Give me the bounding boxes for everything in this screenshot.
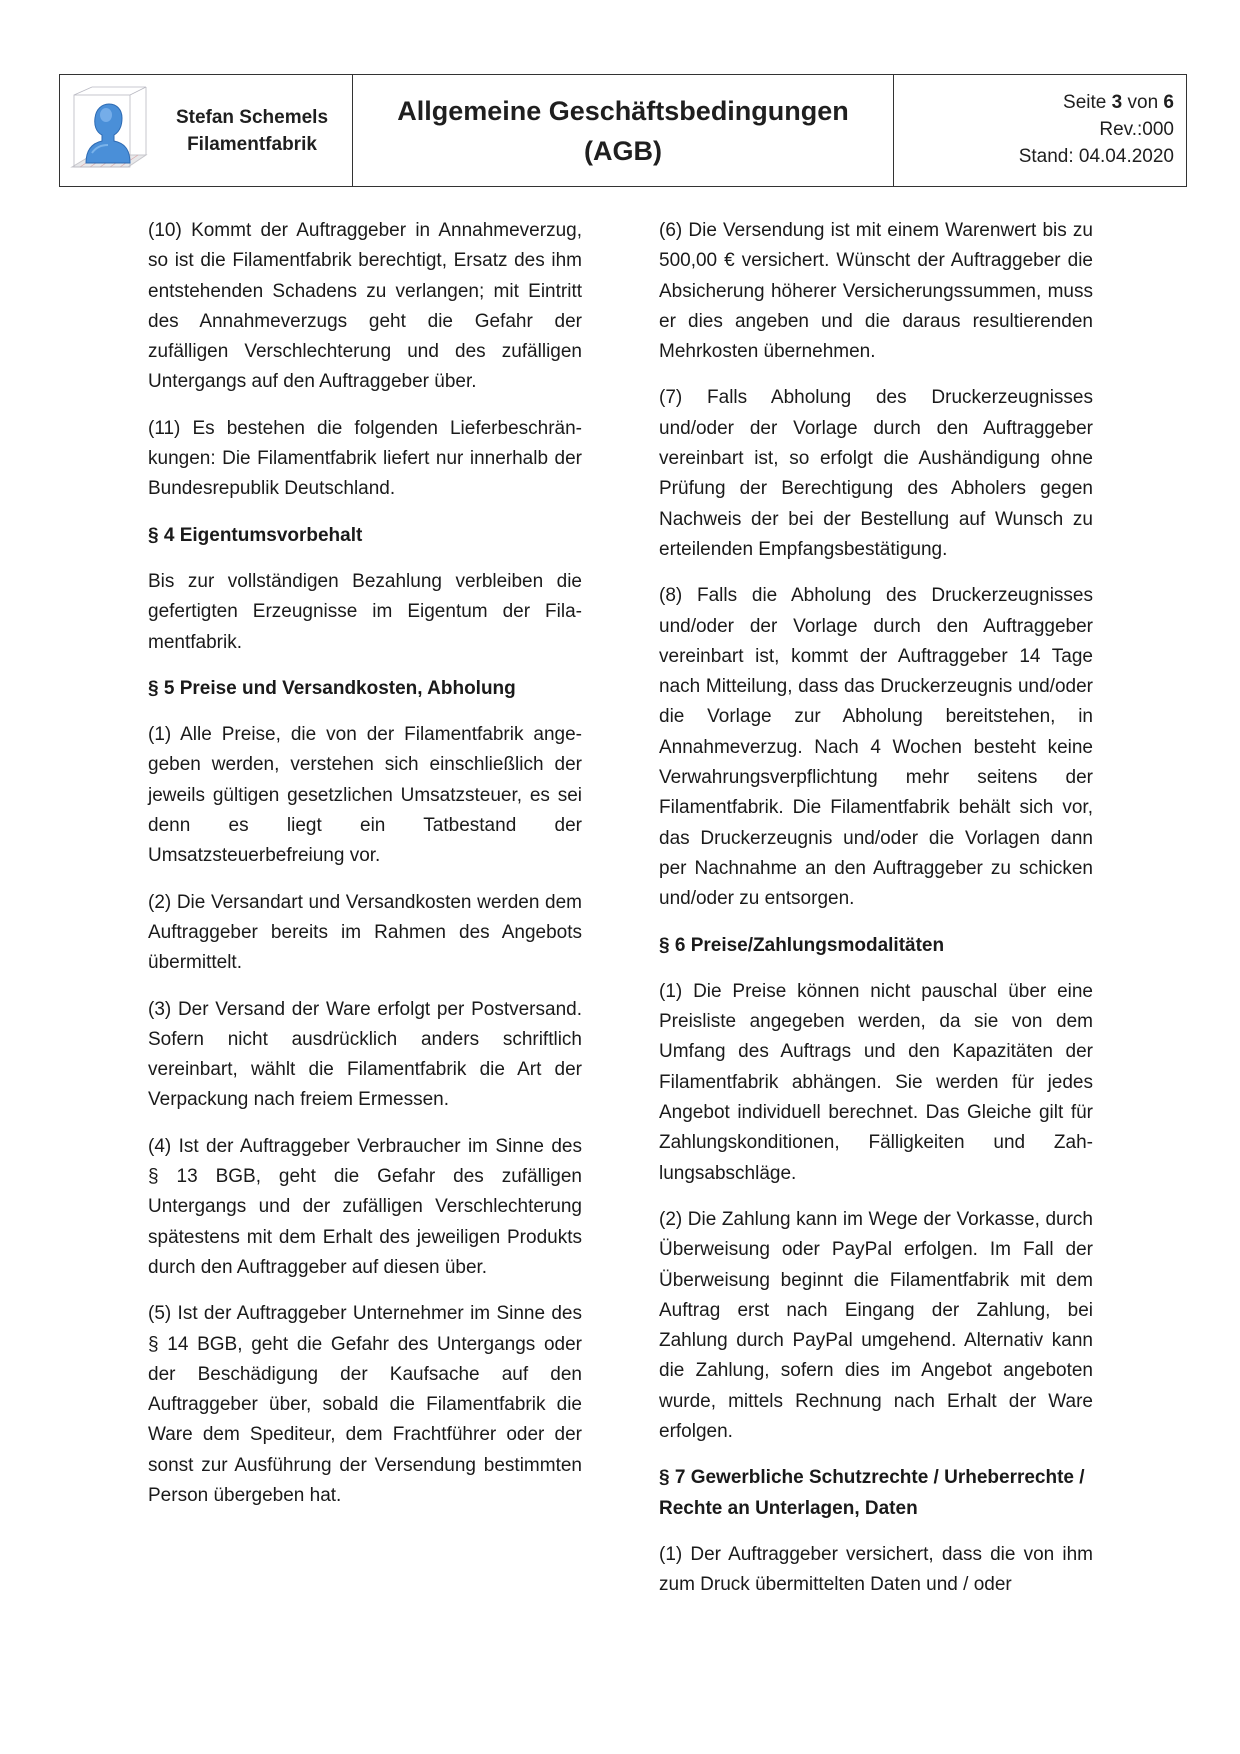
company-name-line2: Filamentfabrik <box>187 133 317 155</box>
document-title-line1: Allgemeine Geschäftsbedingungen <box>397 95 849 126</box>
section-heading: § 6 Preise/Zahlungsmodalitäten <box>659 934 945 956</box>
page-total: 6 <box>1163 92 1174 113</box>
section-heading: § 4 Eigentumsvorbehalt <box>148 524 363 546</box>
page-label: Seite <box>1063 92 1107 113</box>
paragraph: (5) Ist der Auftraggeber Unternehmer im Sinne des § 14 BGB, geht die Gefahr des Untergangs oder der Beschädigung der Kaufsache auf den Auftraggeber über, sobald die Filamentfabrik die Ware dem Spediteur, dem Frachtführer oder der sonst zur Ausführung der Versendung bestimmten Person übergeben hat. <box>148 1303 582 1506</box>
right-text-column <box>659 216 1093 1616</box>
paragraph: (2) Die Versandart und Versandkosten werden dem Auftraggeber bereits im Rahmen des Angebots übermittelt. <box>148 891 582 974</box>
stand-date: Stand: 04.04.2020 <box>1018 146 1174 167</box>
page-current: 3 <box>1111 92 1123 113</box>
paragraph: (1) Der Auftraggeber versichert, dass die von ihm zum Druck übermittelten Daten und / oder <box>659 1543 1093 1596</box>
section-heading: § 5 Preise und Versandkosten, Abholung <box>148 677 516 699</box>
company-name-line1: Stefan Schemels <box>175 106 329 128</box>
document-header <box>59 74 1187 187</box>
paragraph: Bis zur vollständigen Bezahlung verbleiben die gefertigten Erzeugnisse im Eigentum der Filamentfabrik. <box>148 570 582 653</box>
document-title-line2: (AGB) <box>584 135 662 166</box>
section-heading: § 7 Gewerbliche Schutzrechte / Urheberrechte / Rechte an Unterlagen, Daten <box>659 1467 1085 1519</box>
paragraph: (8) Falls die Abholung des Druckerzeugnisses und/oder der Vorlage durch den Auftraggeber vereinbart ist, kommt der Auftraggeber 14 Tage nach Mitteilung, dass das Druckerzeugnis und/oder die Vorlage zur Abholung bereitstehen, in Annahmeverzug. Nach 4 Wochen besteht keine Verwahrungsverpflichtung mehr seitens der Filamentfabrik. Die Filamentfabrik behält sich vor, das Druckerzeugnis und/oder die Vorlagen dann per Nachnahme an den Auftraggeber zu schicken und/oder zu entsorgen. <box>659 585 1093 910</box>
paragraph: (1) Die Preise können nicht pauschal über eine Preisliste angegeben werden, da sie von dem Umfang des Auftrags und den Kapazitäten der Filamentfabrik abhängen. Sie werden für jedes Angebot individuell berechnet. Das Gleiche gilt für Zahlungskonditionen, Fälligkeiten und Zahlungsabschläge. <box>659 980 1093 1184</box>
company-name <box>152 104 352 158</box>
paragraph: (7) Falls Abholung des Druckerzeugnisses und/oder der Vorlage durch den Auftraggeber vereinbart ist, so erfolgt die Aushändigung ohne Prüfung der Berechtigung des Abholers gegen Nachweis der bei der Bestellung auf Wunsch zu erteilenden Empfangsbestätigung. <box>659 387 1093 560</box>
left-text-column <box>148 216 582 1527</box>
paragraph: (4) Ist der Auftraggeber Verbraucher im Sinne des § 13 BGB, geht die Gefahr des zufälligen Untergangs und der zufälligen Verschlechterung spätestens mit dem Erhalt des jeweiligen Produkts durch den Auftraggeber auf diesen über. <box>148 1135 582 1278</box>
paragraph: (3) Der Versand der Ware erfolgt per Postversand. Sofern nicht ausdrücklich anders schriftlich vereinbart, wählt die Filamentfabrik die Art der Verpackung nach freiem Ermessen. <box>148 998 582 1111</box>
paragraph: (10) Kommt der Auftraggeber in Annahmeverzug, so ist die Filamentfabrik berechtigt, Ersatz des ihm entstehenden Schadens zu verlangen; mit Eintritt des Annahmeverzugs geht die Gefahr der zufälligen Verschlechterung und des zufälligen Untergangs auf den Auftraggeber über. <box>148 220 582 393</box>
paragraph: (2) Die Zahlung kann im Wege der Vorkasse, durch Überweisung oder PayPal erfolgen. Im Fall der Überweisung beginnt die Filamentfabrik mit dem Auftrag erst nach Eingang der Zahlung, bei Zahlung durch PayPal umgehend. Alternativ kann die Zahlung, sofern dies im Angebot angeboten wurde, mittels Rechnung nach Erhalt der Ware erfolgen. <box>659 1208 1093 1442</box>
paragraph: (6) Die Versendung ist mit einem Warenwert bis zu 500,00 € versichert. Wünscht der Auftraggeber die Absicherung höherer Versicherungssummen, muss er dies angeben und die daraus resultierenden Mehrkosten übernehmen. <box>659 220 1093 363</box>
page-indicator <box>894 89 1174 116</box>
page-of-label: von <box>1127 92 1159 113</box>
document-title <box>353 75 894 186</box>
paragraph: (1) Alle Preise, die von der Filamentfabrik angegeben werden, verstehen sich einschließlich der jeweils gültigen gesetzlichen Umsatzsteuer, es sei denn es liegt ein Tatbestand der Umsatzsteuerbefreiung vor. <box>148 724 582 867</box>
revision-label: Rev.:000 <box>1099 119 1174 140</box>
company-logo-icon <box>66 83 152 179</box>
paragraph: (11) Es bestehen die folgenden Lieferbeschränkungen: Die Filamentfabrik liefert nur innerhalb der Bundesrepublik Deutschland. <box>148 417 582 500</box>
header-logo-cell <box>60 75 353 186</box>
document-meta <box>894 75 1186 186</box>
